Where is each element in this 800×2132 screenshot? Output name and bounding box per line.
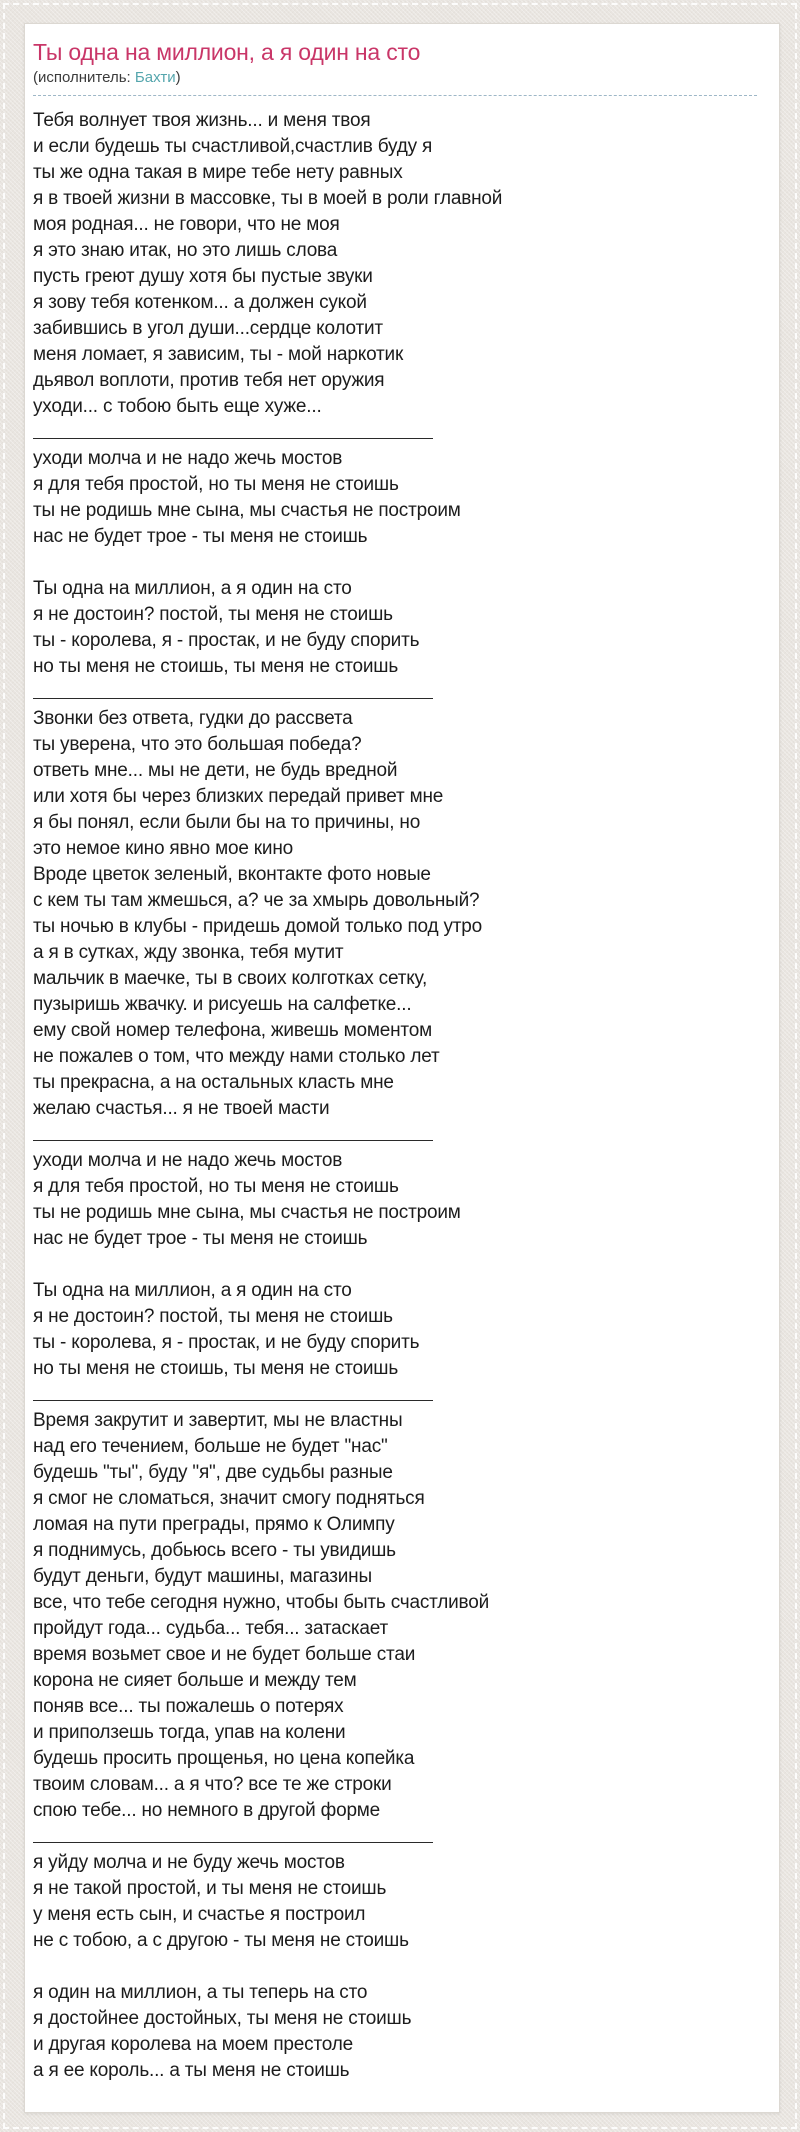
lyric-line: но ты меня не стоишь, ты меня не стоишь [33,656,399,677]
lyric-line: время возьмет свое и не будет больше стаи [33,1644,416,1665]
artist-prefix: (исполнитель: [33,69,131,86]
lyric-line: нас не будет трое - ты меня не стоишь [33,1228,368,1249]
lyric-line: дьявол воплоти, против тебя нет оружия [33,370,385,391]
stanza-divider [33,1122,757,1148]
lyric-line: я уйду молча и не буду жечь мостов [33,1852,345,1873]
blank-line [33,1252,757,1278]
lyric-line: Время закрутит и завертит, мы не властны [33,1410,403,1431]
lyric-line: я не такой простой, и ты меня не стоишь [33,1878,387,1899]
lyric-line: ты не родишь мне сына, мы счастья не построим [33,1202,461,1223]
lyric-line: Тебя волнует твоя жизнь... и меня твоя [33,110,371,131]
lyric-line: я не достоин? постой, ты меня не стоишь [33,1306,393,1327]
lyric-line: я поднимусь, добьюсь всего - ты увидишь [33,1540,396,1561]
lyrics [33,108,757,2084]
lyric-line: пузыришь жвачку. и рисуешь на салфетке... [33,994,412,1015]
lyric-line: ты ночью в клубы - придешь домой только под утро [33,916,482,937]
lyric-line: пусть греют душу хотя бы пустые звуки [33,266,373,287]
lyric-line: ты не родишь мне сына, мы счастья не построим [33,500,461,521]
lyric-line: над его течением, больше не будет "нас" [33,1436,388,1457]
lyric-line: это немое кино явно мое кино [33,838,293,859]
lyric-line: а я в сутках, жду звонка, тебя мутит [33,942,344,963]
lyric-line: Вроде цветок зеленый, вконтакте фото новые [33,864,431,885]
lyric-line: Ты одна на миллион, а я один на сто [33,578,352,599]
lyric-line: ломая на пути преграды, прямо к Олимпу [33,1514,395,1535]
stanza-divider-rule [33,1382,433,1401]
lyric-line: уходи... с тобою быть еще хуже... [33,396,322,417]
lyric-line: меня ломает, я зависим, ты - мой наркотик [33,344,404,365]
lyric-line: не с тобою, а с другою - ты меня не стоишь [33,1930,409,1951]
lyric-line: ты - королева, я - простак, и не буду спорить [33,1332,420,1353]
lyric-line: Звонки без ответа, гудки до рассвета [33,708,353,729]
lyric-line: или хотя бы через близких передай привет мне [33,786,444,807]
lyric-line: и приползешь тогда, упав на колени [33,1722,346,1743]
lyric-line: корона не сияет больше и между тем [33,1670,357,1691]
lyric-line: я для тебя простой, но ты меня не стоишь [33,474,399,495]
lyric-line: и другая королева на моем престоле [33,2034,353,2055]
lyric-line: ты уверена, что это большая победа? [33,734,362,755]
lyric-line: я один на миллион, а ты теперь на сто [33,1982,368,2003]
lyric-line: желаю счастья... я не твоей масти [33,1098,330,1119]
lyric-line: ему свой номер телефона, живешь моментом [33,1020,432,1041]
lyric-line: ты прекрасна, а на остальных класть мне [33,1072,394,1093]
artist-suffix: ) [175,69,181,86]
lyric-line: я достойнее достойных, ты меня не стоишь [33,2008,412,2029]
lyric-line: не пожалев о том, что между нами столько лет [33,1046,440,1067]
lyric-line: мальчик в маечке, ты в своих колготках сетку, [33,968,428,989]
lyric-line: Ты одна на миллион, а я один на сто [33,1280,352,1301]
blank-line [33,550,757,576]
lyric-line: поняв все... ты пожалешь о потерях [33,1696,344,1717]
artist-line [33,68,757,96]
stanza-divider-rule [33,680,433,699]
lyric-line: будешь просить прощенья, но цена копейка [33,1748,415,1769]
stanza-divider-rule [33,420,433,439]
lyric-line: моя родная... не говори, что не моя [33,214,340,235]
stanza-divider-rule [33,1122,433,1141]
lyric-line: у меня есть сын, и счастье я построил [33,1904,366,1925]
lyric-line: с кем ты там жмешься, а? че за хмырь довольный? [33,890,480,911]
lyric-line: нас не будет трое - ты меня не стоишь [33,526,368,547]
lyric-line: будешь "ты", буду "я", две судьбы разные [33,1462,393,1483]
lyric-line: пройдут года... судьба... тебя... затаскает [33,1618,388,1639]
stanza-divider [33,680,757,706]
artist-link[interactable]: Бахти [134,69,176,86]
lyric-line: твоим словам... а я что? все те же строки [33,1774,392,1795]
lyric-line: будут деньги, будут машины, магазины [33,1566,372,1587]
song-title: Ты одна на миллион, а я один на сто [33,39,421,65]
lyric-line: я для тебя простой, но ты меня не стоишь [33,1176,399,1197]
stanza-divider-rule [33,1824,433,1843]
lyric-line: забившись в угол души...сердце колотит [33,318,383,339]
stanza-divider [33,1382,757,1408]
lyric-line: но ты меня не стоишь, ты меня не стоишь [33,1358,399,1379]
lyric-line: я бы понял, если были бы на то причины, но [33,812,421,833]
lyric-line: спою тебе... но немного в другой форме [33,1800,381,1821]
lyric-line: ты же одна такая в мире тебе нету равных [33,162,403,183]
lyric-line: ответь мне... мы не дети, не будь вредной [33,760,398,781]
lyric-line: я смог не сломаться, значит смогу подняться [33,1488,425,1509]
stanza-divider [33,1824,757,1850]
lyric-line: я в твоей жизни в массовке, ты в моей в роли главной [33,188,503,209]
lyric-line: ты - королева, я - простак, и не буду спорить [33,630,420,651]
lyric-line: уходи молча и не надо жечь мостов [33,448,343,469]
lyric-line: я не достоин? постой, ты меня не стоишь [33,604,393,625]
lyric-line: и если будешь ты счастливой,счастлив буду я [33,136,433,157]
lyric-line: уходи молча и не надо жечь мостов [33,1150,343,1171]
lyric-line: я это знаю итак, но это лишь слова [33,240,338,261]
blank-line [33,1954,757,1980]
lyric-line: все, что тебе сегодня нужно, чтобы быть счастливой [33,1592,489,1613]
stanza-divider [33,420,757,446]
lyric-line: я зову тебя котенком... а должен сукой [33,292,367,313]
lyrics-card [24,23,780,2113]
lyric-line: а я ее король... а ты меня не стоишь [33,2060,350,2081]
